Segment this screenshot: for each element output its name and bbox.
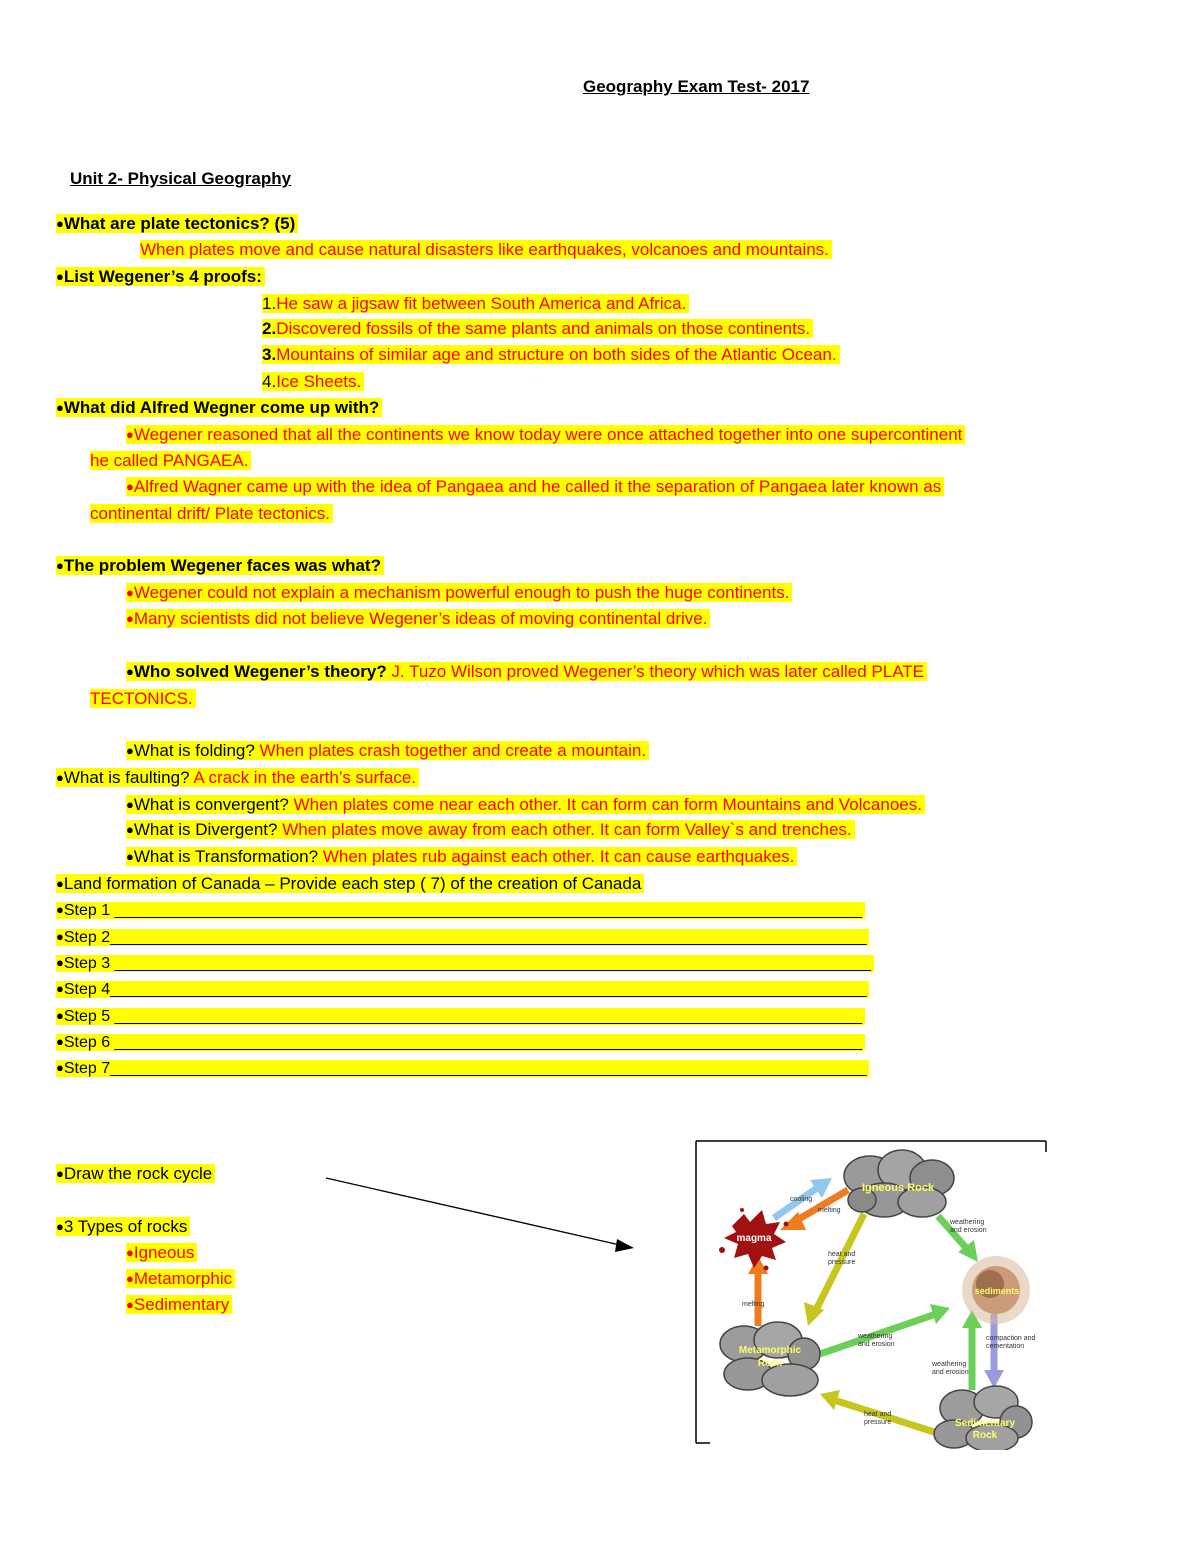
draw-rock-cycle: ●Draw the rock cycle (56, 1162, 215, 1185)
question-text: List Wegener’s 4 proofs: (63, 267, 262, 286)
igneous-label: Igneous Rock (861, 1182, 935, 1194)
compaction-text: compaction and (986, 1335, 1036, 1342)
question-folding: ●What is folding? When plates crash together and create a mountain. (126, 739, 649, 762)
step-line[interactable]: ●Step 3 _____________________________________________________________________________________ (56, 951, 874, 975)
question-who-solved: ●Who solved Wegener’s theory? J. Tuzo Wilson proved Wegener’s theory which was later called PLATE (126, 660, 927, 683)
question-rock-types: ●3 Types of rocks (56, 1215, 190, 1238)
step-line[interactable]: ●Step 6 ____________________________________________________________________________________ (56, 1030, 865, 1054)
proof-text: Mountains of similar age and structure on both sides of the Atlantic Ocean. (276, 345, 837, 364)
weathering-text: weathering (950, 1219, 985, 1226)
bullet-icon: ● (56, 1008, 64, 1023)
bullet-icon: ● (126, 1297, 134, 1312)
melting-top-text: melting (818, 1207, 841, 1214)
proof-text: Ice Sheets. (276, 372, 362, 391)
bullet-icon: ● (126, 849, 134, 864)
step-line[interactable]: ●Step 7_____________________________________________________________________________________ (56, 1056, 869, 1080)
melting-left-text: melting (742, 1301, 765, 1308)
answer-pangaea: ●Wegener reasoned that all the continents we know today were once attached together into one supercontinent (126, 423, 965, 446)
question-convergent: ●What is convergent? When plates come near each other. It can form can form Mountains and Volcanoes. (126, 793, 925, 816)
bullet-icon: ● (56, 400, 64, 415)
bullet-icon: ● (126, 585, 134, 600)
step-line[interactable]: ●Step 4_____________________________________________________________________________________ (56, 977, 869, 1001)
answer-scientists: ●Many scientists did not believe Wegener’s ideas of moving continental drive. (126, 607, 710, 630)
question-plate-tectonics (56, 212, 298, 235)
bullet-icon: ● (56, 955, 64, 970)
step-line[interactable]: ●Step 2_____________________________________________________________________________________ (56, 925, 869, 949)
proof-item (262, 343, 840, 366)
heat-pressure2-text: heat and (864, 1411, 892, 1418)
heat-pressure2-text-2: pressure (864, 1419, 892, 1426)
rock-type-item: ●Sedimentary (126, 1293, 232, 1316)
sedimentary-label: Sedimentary (954, 1418, 1016, 1429)
metamorphic-label-2: Rock (757, 1358, 783, 1369)
proof-item (262, 317, 813, 340)
answer-text: When plates move and cause natural disasters like earthquakes, volcanoes and mountains. (140, 240, 832, 259)
question-transformation: ●What is Transformation? When plates rub against each other. It can cause earthquakes. (126, 845, 797, 868)
proof-item (262, 370, 364, 393)
question-text: What are plate tectonics? (5) (63, 214, 296, 233)
bullet-icon: ● (56, 902, 64, 917)
proof-number: 3. (262, 345, 277, 364)
bullet-icon: ● (56, 1219, 64, 1234)
proof-item (262, 292, 689, 315)
bullet-icon: ● (126, 479, 134, 494)
question-divergent: ●What is Divergent? When plates move away from each other. It can form Valley`s and trenches. (126, 818, 855, 841)
weathering-up-text-2: and erosion (932, 1369, 969, 1376)
bullet-icon: ● (126, 1271, 134, 1286)
question-wegner-idea (56, 396, 382, 419)
bullet-icon: ● (56, 216, 64, 231)
answer-who-solved-cont: TECTONICS. (90, 687, 196, 710)
bullet-icon: ● (126, 822, 134, 837)
cooling-text: cooling (790, 1196, 813, 1203)
bullet-icon: ● (126, 664, 134, 679)
pointer-arrow-icon (320, 1170, 640, 1260)
heat-pressure-text-2: pressure (828, 1259, 856, 1266)
bullet-icon: ● (126, 743, 134, 758)
sediments-label: sediments (974, 1286, 1020, 1296)
unit-heading: Unit 2- Physical Geography (70, 169, 292, 188)
bullet-icon: ● (126, 797, 134, 812)
proof-text: Discovered fossils of the same plants and animals on those continents. (276, 319, 811, 338)
bullet-icon: ● (56, 1166, 64, 1181)
bullet-icon: ● (56, 1034, 64, 1049)
answer-pangaea-cont: he called PANGAEA. (90, 449, 251, 472)
answer-plate-tectonics (140, 238, 832, 261)
bullet-icon: ● (56, 269, 64, 284)
metamorphic-label: Metamorphic (738, 1345, 802, 1356)
bullet-icon: ● (126, 611, 134, 626)
magma-label: magma (736, 1233, 772, 1244)
heat-pressure-text: heat and (828, 1251, 856, 1258)
bullet-icon: ● (126, 1245, 134, 1260)
rock-type-item: ●Igneous (126, 1241, 197, 1264)
question-wegener-problem (56, 554, 384, 577)
proof-text: He saw a jigsaw fit between South America and Africa. (276, 294, 687, 313)
compaction-arrow-icon (984, 1314, 1004, 1388)
proof-number: 1. (262, 294, 277, 313)
weathering-up-text: weathering (932, 1361, 967, 1368)
question-land-formation: ●Land formation of Canada – Provide each step ( 7) of the creation of Canada (56, 872, 644, 895)
weathering-meta-text: weathering (858, 1333, 893, 1340)
bullet-icon: ● (56, 558, 64, 573)
heat-pressure-arrow-icon (804, 1214, 864, 1326)
bullet-icon: ● (56, 770, 64, 785)
bullet-icon: ● (56, 876, 64, 891)
question-text: The problem Wegener faces was what? (63, 556, 381, 575)
proof-number: 4. (262, 372, 277, 391)
weathering-up-arrow-icon (962, 1310, 982, 1390)
rock-cycle-diagram (692, 1138, 1052, 1450)
weathering-meta-text-2: and erosion (858, 1341, 895, 1348)
bullet-icon: ● (56, 1060, 64, 1075)
question-wegener-proofs (56, 265, 265, 288)
proof-number: 2. (262, 319, 277, 338)
sedimentary-label-2: Rock (972, 1430, 998, 1441)
rock-type-item: ●Metamorphic (126, 1267, 235, 1290)
compaction-text-2: cementation (986, 1343, 1025, 1350)
weathering-text-2: and erosion (950, 1227, 987, 1234)
bullet-icon: ● (56, 929, 64, 944)
question-text: What did Alfred Wegner come up with? (63, 398, 380, 417)
bullet-icon: ● (126, 427, 134, 442)
page-title: Geography Exam Test- 2017 (583, 77, 810, 96)
question-faulting: ●What is faulting? A crack in the earth’s surface. (56, 766, 419, 789)
step-line[interactable]: ●Step 1 ____________________________________________________________________________________ (56, 898, 865, 922)
step-line[interactable]: ●Step 5 ____________________________________________________________________________________ (56, 1004, 865, 1028)
answer-mechanism: ●Wegener could not explain a mechanism powerful enough to push the huge continents. (126, 581, 792, 604)
answer-continental-drift-cont: continental drift/ Plate tectonics. (90, 502, 333, 525)
answer-continental-drift: ●Alfred Wagner came up with the idea of Pangaea and he called it the separation of Pangaea later known as (126, 475, 944, 498)
bullet-icon: ● (56, 981, 64, 996)
